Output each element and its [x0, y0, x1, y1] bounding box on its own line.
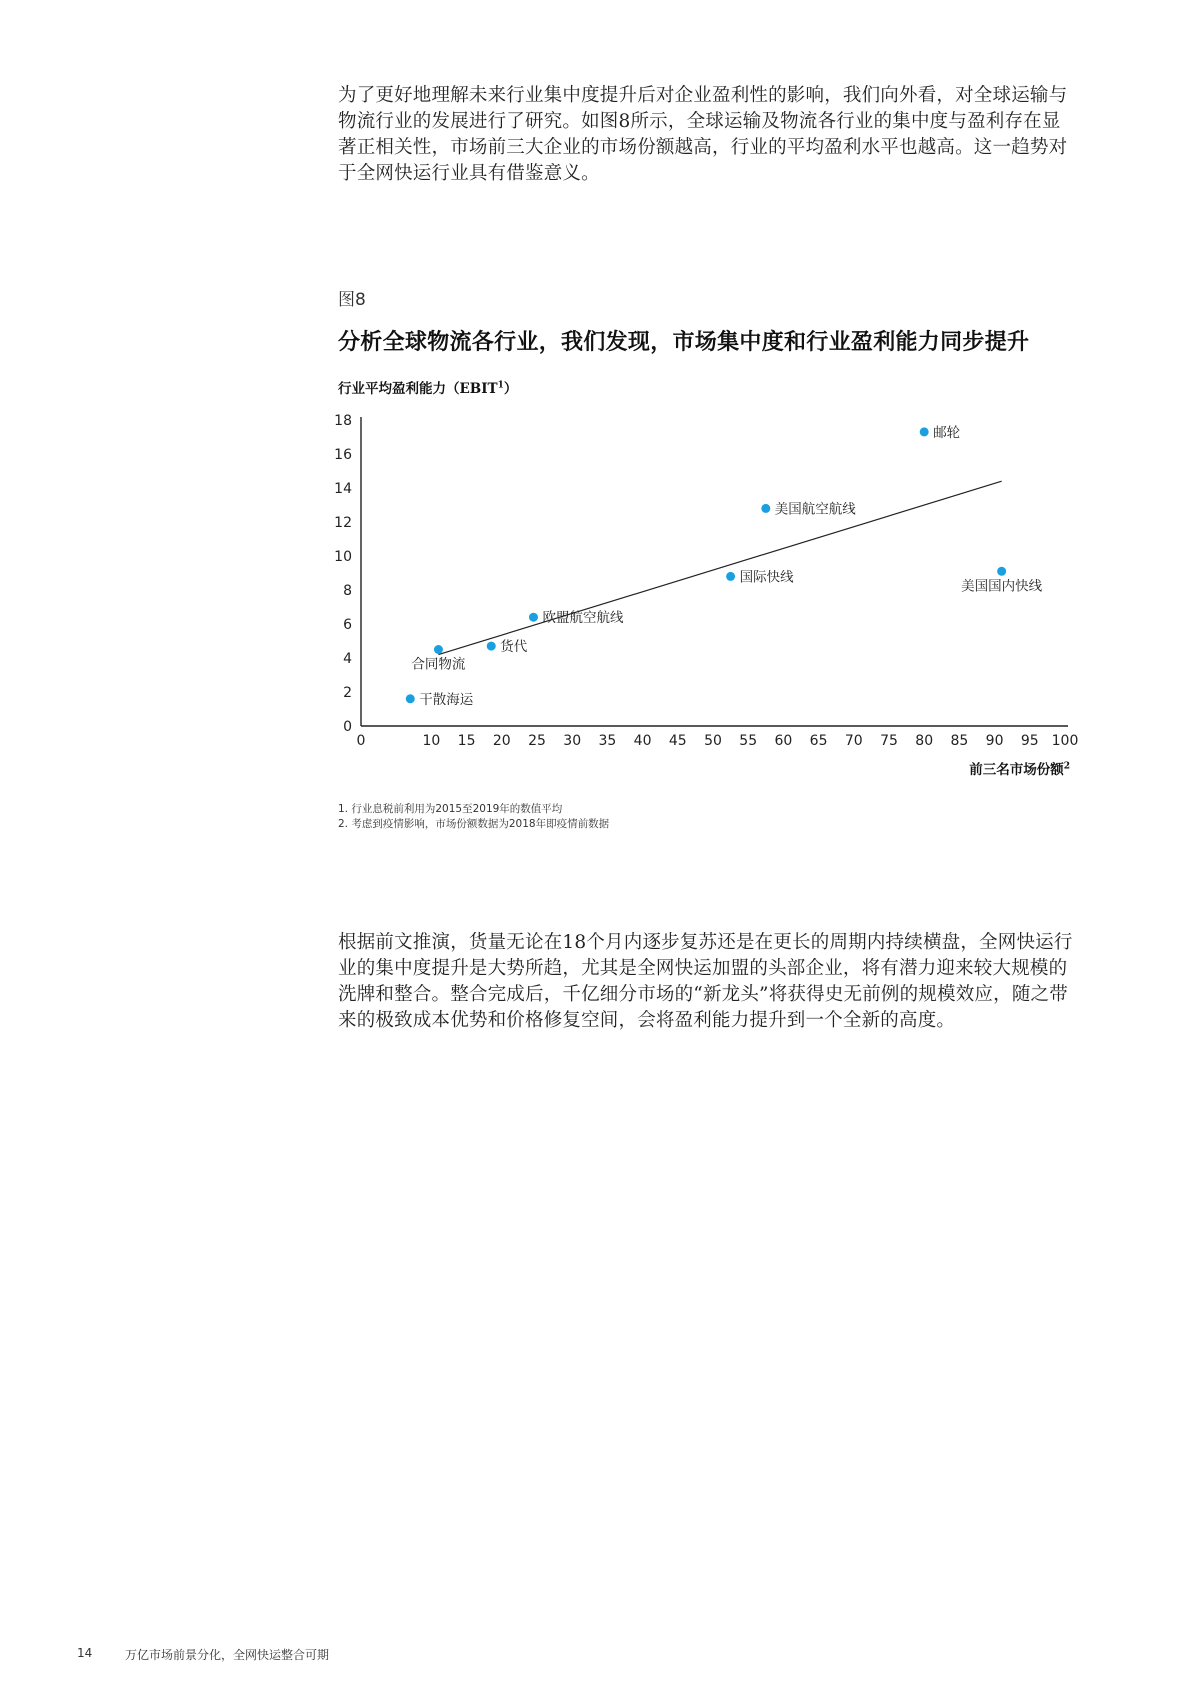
y-tick-label: 2	[343, 685, 352, 701]
y-tick-label: 14	[334, 481, 352, 497]
x-tick-label: 0	[356, 733, 366, 749]
data-point-label: 货代	[500, 639, 528, 656]
x-tick-label: 30	[563, 733, 582, 749]
x-tick-label: 20	[492, 733, 511, 749]
trendline	[438, 481, 1001, 654]
y-tick-label: 4	[343, 651, 352, 667]
x-tick-label: 25	[528, 733, 546, 749]
data-point	[406, 694, 415, 703]
footnote-1: 1. 行业息税前利用为2015至2019年的数值平均	[338, 803, 563, 815]
figure-label: 图8	[338, 290, 366, 310]
y-axis-ticks	[334, 413, 352, 735]
x-tick-label: 60	[774, 733, 793, 749]
data-point-label: 合同物流	[411, 656, 466, 673]
x-tick-label: 45	[668, 733, 687, 749]
data-point	[761, 504, 770, 513]
running-title: 万亿市场前景分化，全网快运整合可期	[125, 1648, 330, 1662]
x-tick-label: 15	[457, 733, 476, 749]
data-point	[726, 572, 735, 581]
y-tick-label: 16	[334, 447, 352, 463]
x-tick-label: 90	[985, 733, 1004, 749]
y-tick-label: 12	[334, 515, 352, 531]
x-axis-title	[920, 758, 1070, 778]
scatter-chart	[0, 0, 1190, 800]
data-point	[487, 642, 496, 651]
data-point	[920, 427, 929, 436]
y-tick-label: 18	[334, 413, 352, 429]
x-tick-label: 95	[1020, 733, 1039, 749]
x-tick-label: 80	[915, 733, 934, 749]
page-number: 14	[77, 1646, 93, 1660]
x-tick-label: 65	[809, 733, 828, 749]
x-axis-footnote-mark: 2	[1063, 761, 1070, 772]
x-tick-label: 35	[598, 733, 617, 749]
x-tick-label: 50	[704, 733, 722, 749]
x-tick-label: 100	[1051, 733, 1079, 749]
y-tick-label: 10	[334, 549, 352, 565]
x-tick-label: 40	[633, 733, 652, 749]
y-axis-title-text: 行业平均盈利能力（EBIT	[338, 381, 498, 397]
data-point-label: 美国国内快线	[961, 578, 1043, 595]
x-tick-label: 70	[844, 733, 863, 749]
y-tick-label: 6	[343, 617, 352, 633]
y-axis-title-close: ）	[503, 381, 518, 397]
footnote-2: 2. 考虑到疫情影响，市场份额数据为2018年即疫情前数据	[338, 818, 610, 830]
body-paragraph-2: 根据前文推演，货量无论在18个月内逐步复苏还是在更长的周期内持续横盘，全网快运行业的集中度提升是大势所趋，尤其是全网快运加盟的头部企业，将有潜力迎来较大规模的洗牌和整合。整合完成后，千亿细分市场的“新龙头”将获得史无前例的规模效应，随之带来的极致成本优势和价格修复空间，会将盈利能力提升到一个全新的高度。	[338, 932, 1073, 1031]
data-point-label: 邮轮	[933, 424, 961, 441]
data-point-label: 干散海运	[419, 691, 474, 708]
x-tick-label: 75	[880, 733, 898, 749]
data-point-label: 美国航空航线	[774, 501, 856, 518]
y-tick-label: 8	[343, 583, 352, 599]
x-axis-ticks	[357, 733, 1079, 749]
x-axis-title-text: 前三名市场份额	[969, 762, 1064, 778]
data-point-label: 欧盟航空航线	[542, 610, 624, 627]
data-point	[434, 645, 443, 654]
trendline-layer	[438, 481, 1001, 654]
y-axis-footnote-mark: 1	[497, 380, 504, 391]
body-paragraph-1: 为了更好地理解未来行业集中度提升后对企业盈利性的影响，我们向外看，对全球运输与物流行业的发展进行了研究。如图8所示，全球运输及物流各行业的集中度与盈利存在显著正相关性，市场前三大企业的市场份额越高，行业的平均盈利水平也越高。这一趋势对于全网快运行业具有借鉴意义。	[338, 85, 1068, 184]
figure-title: 分析全球物流各行业，我们发现，市场集中度和行业盈利能力同步提升	[338, 329, 1030, 355]
y-tick-label: 0	[343, 719, 352, 735]
data-point	[529, 613, 538, 622]
x-tick-label: 10	[422, 733, 441, 749]
x-tick-label: 55	[739, 733, 758, 749]
x-tick-label: 85	[950, 733, 969, 749]
data-point	[997, 567, 1006, 576]
data-point-label: 国际快线	[739, 569, 794, 586]
